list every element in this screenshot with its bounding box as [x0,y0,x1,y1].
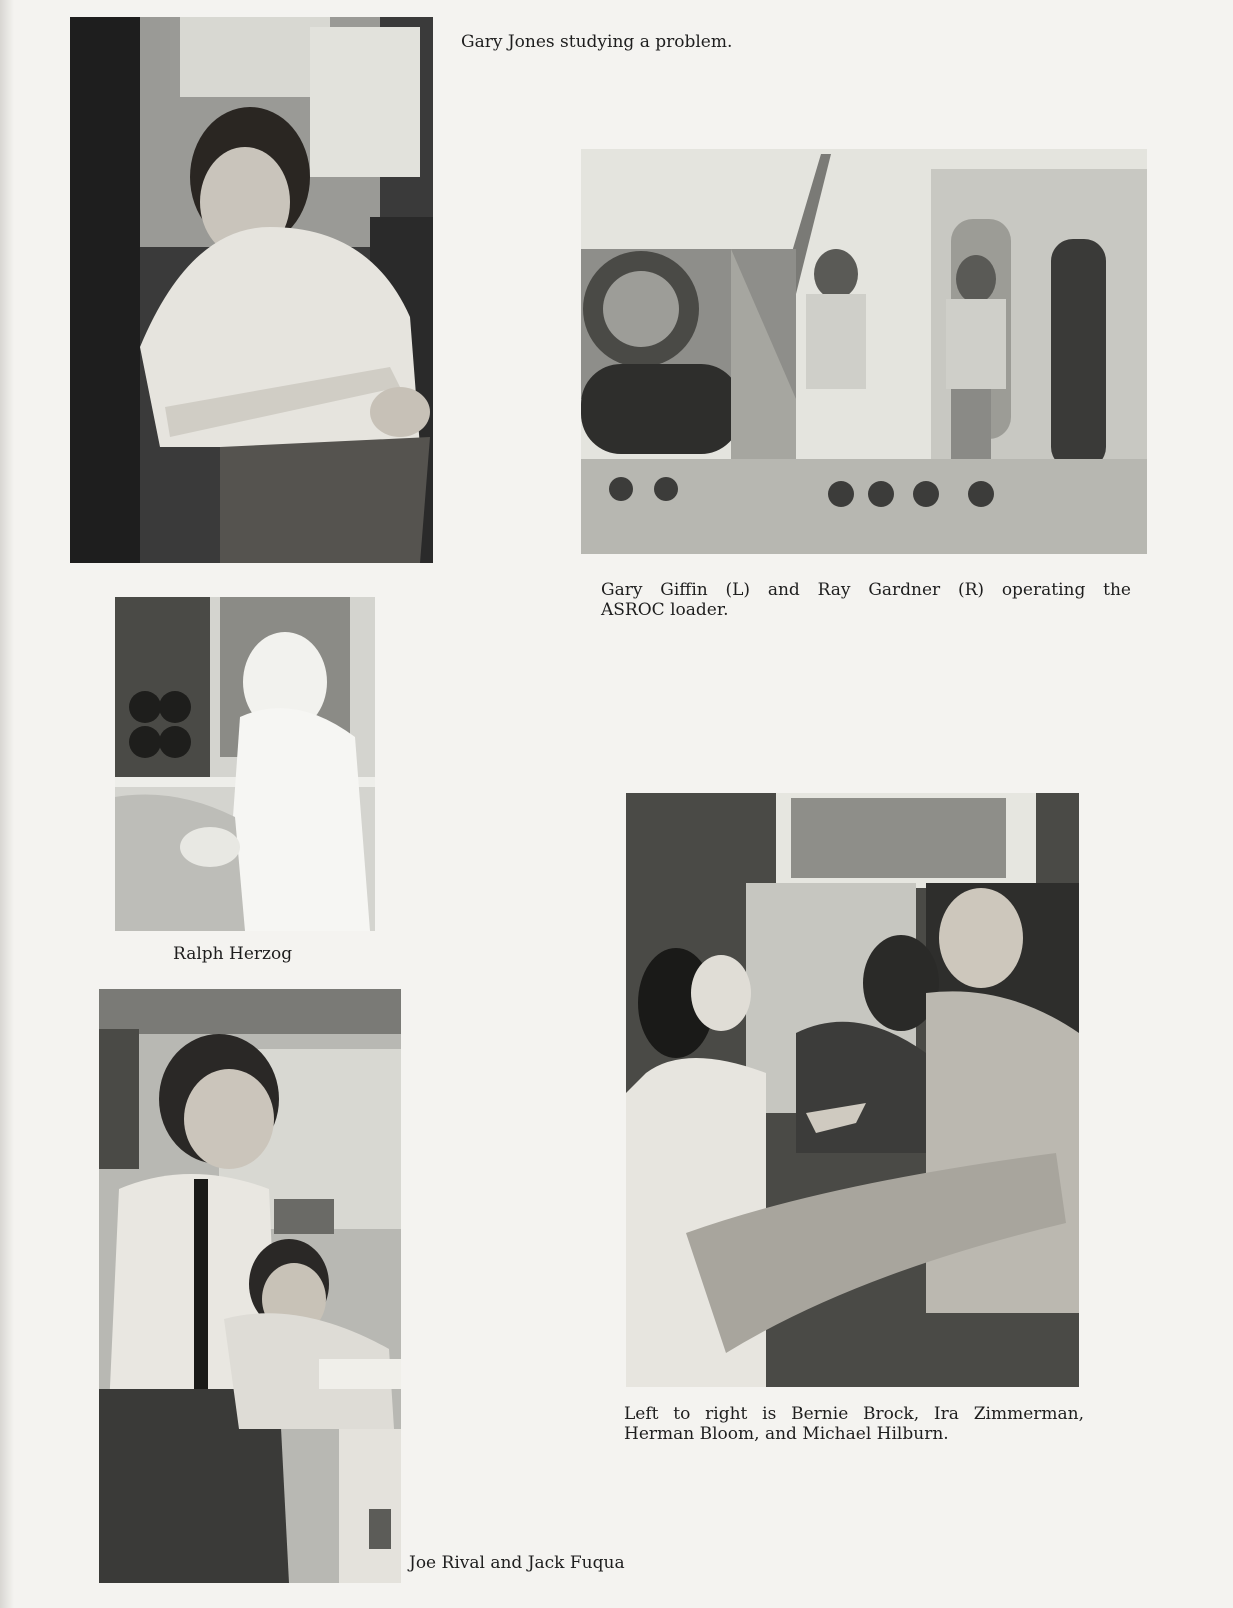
caption-line: Herman Bloom, and Michael Hilburn. [624,1424,949,1444]
caption-asroc-loader [601,580,1131,620]
photo-asroc-loader [581,149,1147,554]
photo-ralph-herzog [115,597,375,931]
photo-group-four [626,793,1079,1387]
caption-line: Joe Rival and Jack Fuqua [409,1553,625,1573]
photo-gary-jones [70,17,433,563]
caption-line: Gary Jones studying a problem. [461,32,733,52]
caption-line: Gary Giffin (L) and Ray Gardner (R) operating the [601,580,1131,600]
caption-line: Left to right is Bernie Brock, Ira Zimmerman, [624,1404,1084,1424]
caption-line: Ralph Herzog [173,944,293,964]
photo-rival-fuqua [99,989,401,1583]
page-binding-edge [0,0,14,1608]
caption-ralph-herzog [173,944,373,964]
caption-gary-jones [461,32,781,52]
caption-group-four [624,1404,1084,1444]
caption-rival-fuqua [409,1553,669,1573]
caption-line: ASROC loader. [601,600,729,620]
